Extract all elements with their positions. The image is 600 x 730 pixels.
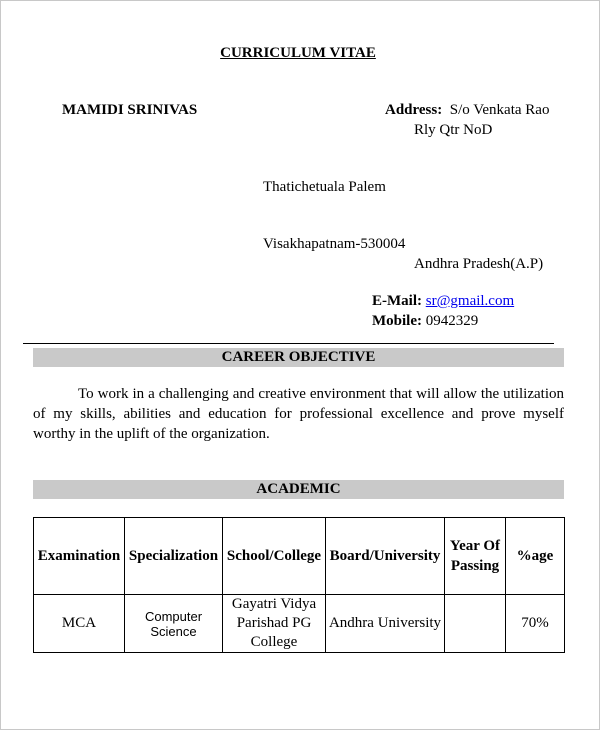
address-line-3: Thatichetuala Palem xyxy=(263,179,386,195)
academic-heading: ACADEMIC xyxy=(33,480,564,499)
address-label: Address: xyxy=(385,102,443,118)
mobile-line xyxy=(372,313,478,330)
career-objective-paragraph: To work in a challenging and creative environment that will allow the utilization of my skills, abilities and education for professional excellence and prove myself worthy in the uplift of the organization. xyxy=(33,386,564,442)
table-row xyxy=(34,595,565,653)
academic-table xyxy=(33,517,565,653)
header-percentage: %age xyxy=(506,518,565,595)
career-objective-text xyxy=(33,384,564,444)
mobile-value: 0942329 xyxy=(425,313,479,329)
cell-board: Andhra University xyxy=(326,595,445,653)
academic-table-header-row xyxy=(34,518,565,595)
mobile-label: Mobile: xyxy=(372,313,422,329)
address-line-2: Rly Qtr NoD xyxy=(414,122,493,138)
career-objective-heading: CAREER OBJECTIVE xyxy=(33,348,564,367)
address-line-1 xyxy=(385,102,549,119)
header-school: School/College xyxy=(223,518,326,595)
header-divider xyxy=(23,343,554,344)
cell-year xyxy=(445,595,506,653)
email-link[interactable]: sr@gmail.com xyxy=(425,293,515,309)
header-specialization: Specialization xyxy=(125,518,223,595)
email-line xyxy=(372,293,514,310)
address-line-4: Visakhapatnam-530004 xyxy=(263,236,406,252)
header-examination: Examination xyxy=(34,518,125,595)
cell-school: Gayatri Vidya Parishad PG College xyxy=(223,595,326,653)
candidate-name: MAMIDI SRINIVAS xyxy=(62,102,198,118)
email-label: E-Mail: xyxy=(372,293,422,309)
document-title-text: CURRICULUM VITAE xyxy=(220,45,376,61)
address-line-5: Andhra Pradesh(A.P) xyxy=(414,256,544,272)
document-title xyxy=(1,45,595,62)
header-board: Board/University xyxy=(326,518,445,595)
address-line-1-text: S/o Venkata Rao xyxy=(449,102,550,118)
cell-percentage: 70% xyxy=(506,595,565,653)
cell-specialization: Computer Science xyxy=(125,595,223,653)
header-year: Year Of Passing xyxy=(445,518,506,595)
cell-examination: MCA xyxy=(34,595,125,653)
